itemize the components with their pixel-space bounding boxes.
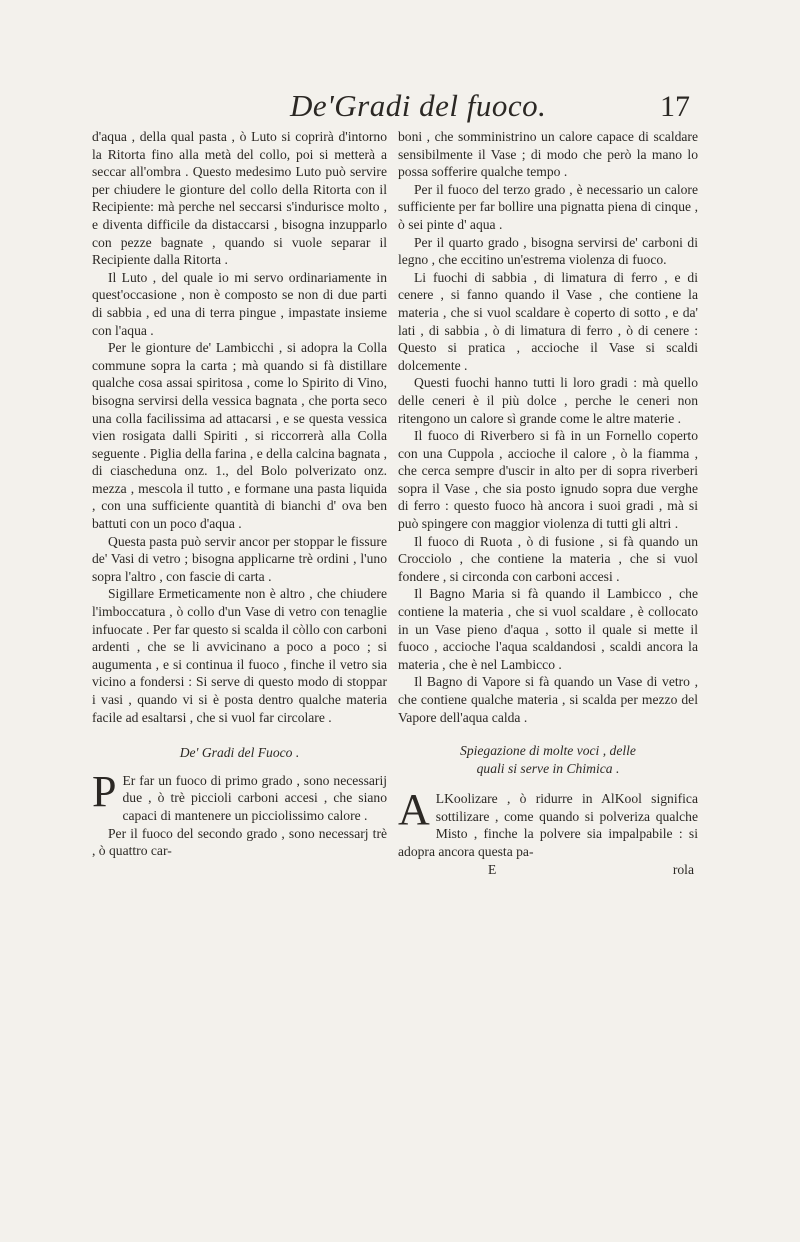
paragraph: Il fuoco di Riverbero si fà in un Fornello coperto con una Cuppola , accioche il calore , ò la fiamma , che cerca sempre d'uscir in alto per di sopra riverberi sopra il Vase , che sia posto ignudo sopra due verghe di ferro : questo fuoco hà ancora i suoi gradi , mà si può spingere con maggior violenza di tutti gli altri . bbox=[398, 428, 698, 532]
catchword: rola bbox=[672, 861, 694, 877]
dropcap-paragraph bbox=[92, 766, 387, 825]
paragraph: Questi fuochi hanno tutti li loro gradi : mà quello delle ceneri è il più dolce , perche le ceneri non ritengono un calore sì grande come le altre materie . bbox=[398, 375, 698, 426]
dropcap-letter: P bbox=[92, 766, 117, 816]
paragraph: Per il quarto grado , bisogna servirsi de' carboni di legno , che eccitino un'estrema violenza di fuoco. bbox=[398, 234, 698, 268]
paragraph: d'aqua , della qual pasta , ò Luto si coprirà d'intorno la Ritorta fino alla metà del collo, poi si metterà a seccar all'ombra . Questo medesimo Luto può servire per chiudere le gionture del collo della Ritorta con il Recipiente: mà perche nel seccarsi s'indurisce molto , e diventa difficile da distaccarsi , bisogna inzupparlo con pezze bagnate , quando si vuole separar il Recipiente dalla Ritorta . bbox=[92, 129, 387, 268]
dropcap-text: LKoolizare , ò ridurre in AlKool significa sottilizare , come quando si polveriza qualche Misto , finche la polvere sia impalpabile : si adopra ancora questa pa- bbox=[398, 791, 698, 859]
paragraph: Questa pasta può servir ancor per stoppar le fissure de' Vasi di vetro ; bisogna applicarne trè ordini , l'uno sopra l'altro , con fascie di carta . bbox=[92, 533, 387, 584]
footer-line bbox=[398, 861, 698, 879]
running-title: De'Gradi del fuoco. bbox=[290, 88, 547, 123]
paragraph: Il fuoco di Ruota , ò di fusione , si fà quando un Crocciolo , che contiene la materia , che si vuol fondere , si circonda con carboni accesi . bbox=[398, 533, 698, 584]
dropcap-letter: A bbox=[398, 785, 430, 835]
left-column bbox=[92, 128, 387, 860]
paragraph: Per il fuoco del secondo grado , sono necessarj trè , ò quattro car- bbox=[92, 825, 387, 859]
section-title: De' Gradi del Fuoco . bbox=[179, 745, 300, 761]
section-title-line: Spiegazione di molte voci , delle bbox=[460, 743, 636, 759]
section-title-line: quali si serve in Chimica . bbox=[476, 761, 620, 777]
paragraph: Per il fuoco del terzo grado , è necessario un calore sufficiente per far bollire una pignatta piena di cinque , ò sei pinte d' aqua . bbox=[398, 181, 698, 232]
paragraph: boni , che somministrino un calore capace di scaldare sensibilmente il Vase ; di modo che però la mano lo possa sofferire qualche tempo . bbox=[398, 129, 698, 180]
paragraph: Sigillare Ermeticamente non è altro , che chiudere l'imboccatura , ò collo d'un Vase di vetro con tenaglie infuocate . Per far questo si scalda il còllo con carboni ardenti , che se li avvicinano a poco a poco ; si augumenta , e si continua il fuoco , finche il vetro sia vicino a fondersi : Si serve di questo modo di stoppar i vasi , quando vi si è posta dentro qualche materia facile ad esaltarsi , che si vuol far circolare . bbox=[92, 586, 387, 725]
paragraph: Per le gionture de' Lambicchi , si adopra la Colla commune sopra la carta ; mà quando si fà distillare qualche cosa assai spiritosa , come lo Spirito di Vino, bisogna servirsi della vessica bagnata , che porta seco una colla facilissima ad attacarsi , e se questa vessica vien rosigata dalli Spiriti , si riccorrerà alla Colla seguente . Piglia della farina , e della calcina bagnata , di ciascheduna onz. 1., del Bolo polverizato onz. mezza , mescola il tutto , e formane una pasta liquida , con una sufficiente quantità di bianchi d' ova ben battuti con un poco d'aqua . bbox=[92, 340, 387, 532]
right-column bbox=[398, 128, 698, 878]
dropcap-text: Er far un fuoco di primo grado , sono necessarij due , ò trè piccioli carboni accesi , che siano capaci di mantenere un picciolissimo calore . bbox=[122, 772, 387, 823]
signature-mark: E bbox=[488, 861, 497, 877]
paragraph: Il Bagno di Vapore si fà quando un Vase di vetro , che contiene qualche materia , si scalda per mezzo del Vapore dell'aqua calda . bbox=[398, 674, 698, 725]
page-number: 17 bbox=[660, 90, 690, 123]
paragraph: Li fuochi di sabbia , di limatura di ferro , e di cenere , si fanno quando il Vase , che contiene la materia , che si vuol scaldare è coperto di sotto , e da' lati , di sabbia , ò di limatura di ferro , ò di cenere : Questo si pratica , accioche il Vase si scaldi dolcemente . bbox=[398, 269, 698, 373]
page-header bbox=[0, 88, 800, 128]
paragraph: Il Luto , del quale io mi servo ordinariamente in quest'occasione , non è composto se non di due parti di sabbia , ed una di terra pingue , impastate insieme con l'aqua . bbox=[92, 269, 387, 338]
paragraph: Il Bagno Maria si fà quando il Lambicco , che contiene la materia , che si vuol scaldare , è collocato in un Vase pieno d'aqua , sotto il quale si mette il fuoco , accioche l'aqua scaldandosi , scaldi ancora la materia , che è nel Lambicco . bbox=[398, 586, 698, 672]
section-title bbox=[398, 742, 698, 778]
dropcap-paragraph bbox=[398, 785, 698, 860]
